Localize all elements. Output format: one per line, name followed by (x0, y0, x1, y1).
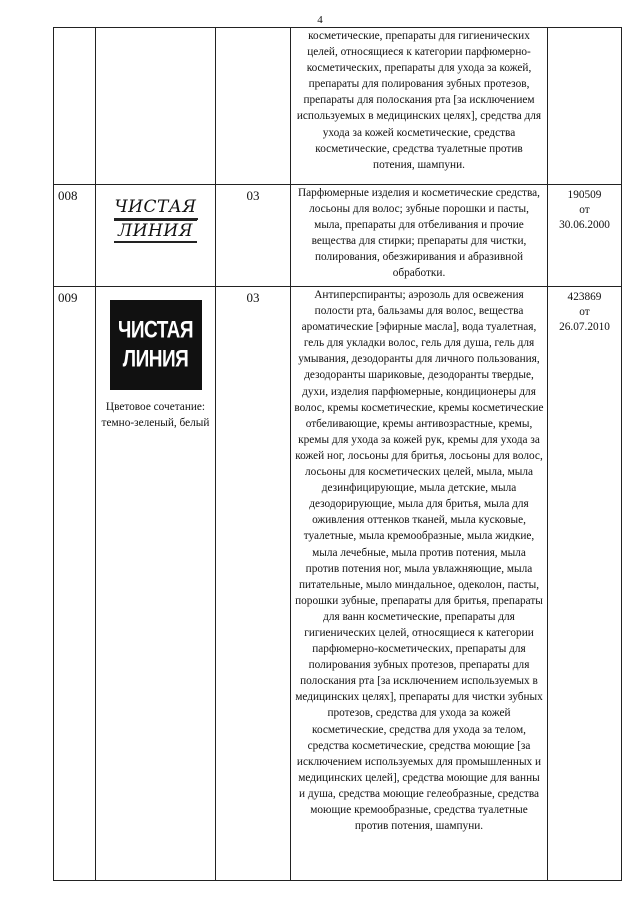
goods-description: Антиперспиранты; аэрозоль для освежения полости рта, бальзамы для волос, вещества ароматические [эфирные масла], вода туалетная, гель для укладки волос, гель для душа, гель для умывания, дезодоранты для личного пользования, дезодоранты шариковые, дезодоранты твердые, духи, изделия парфюмерные, кондиционеры для волос, кремы косметические, кремы косметические отбеливающие, кремы антивозрастные, кремы, кремы для ухода за кожей рук, кремы для ухода за кожей ног, лосьоны для бритья, лосьоны для волос, лосьоны для косметических целей, мыла, мыла дезинфицирующие, мыла детские, мыла дезодорирующие, мыла для бритья, мыла для оживления оттенков тканей, мыла кусковые, туалетные, мыла кремообразные, мыла жидкие, мыла лечебные, мыла против потения, мыла против потения ног, мыла увлажняющие, мыла питательные, мыло миндальное, одеколон, пасты, порошки зубные, препараты для бритья, препараты для ванн косметические, препараты для гигиенических целей, относящиеся к категории парфюмерно-косметических, препараты для полирования зубных протезов, препараты для полоскания рта [за исключением используемых в медицинских целях], препараты для чистки зубных протезов, средства для ухода за кожей косметические, средства для ухода за телом, средства косметические, средства моющие [за исключением используемых для промышленных и медицинских целей], средства моющие для ванны и душа, средства моющие гелеобразные, средства моющие кремообразные, средства туалетные против потения, шампуни. (291, 287, 548, 881)
logo-cell (96, 28, 216, 185)
registration-cell (548, 287, 622, 881)
color-caption: Цветовое сочетание: темно-зеленый, белый (101, 401, 210, 429)
trademark-logo-block (110, 300, 202, 390)
registration-ot: от (579, 306, 590, 318)
registration-number: 190509 (567, 189, 602, 201)
registration-number: 423869 (567, 291, 602, 303)
logo-line-2: ЛИНИЯ (122, 346, 189, 373)
logo-line-1: ЧИСТАЯ (114, 197, 198, 220)
registration-cell (548, 28, 622, 185)
registration-date: 26.07.2010 (559, 321, 610, 333)
goods-description: косметические, препараты для гигиенических целей, относящиеся к категории парфюмерно-косметических, препараты для ухода за кожей, препараты для полирования зубных протезов, препараты для полоскания рта [за исключением используемых в медицинских целях], средства для ухода за кожей косметические, средства косметические, средства туалетные против потения, шампуни. (291, 28, 548, 185)
row-number (54, 28, 96, 185)
goods-description: Парфюмерные изделия и косметические средства, лосьоны для волос; зубные порошки и пасты, мыла, препараты для отбеливания и прочие вещества для стирки; препараты для чистки, полирования, обезжиривания и абразивной обработки. (291, 185, 548, 287)
logo-cell (96, 287, 216, 881)
row-number: 009 (54, 287, 96, 881)
logo-cell (96, 185, 216, 287)
logo-line-1: ЧИСТАЯ (117, 317, 194, 344)
trademark-logo-handwritten (114, 197, 198, 243)
table-row (54, 28, 622, 185)
registration-date: 30.06.2000 (559, 219, 610, 231)
registration-cell (548, 185, 622, 287)
table-row (54, 185, 622, 287)
class-number: 03 (216, 287, 291, 881)
row-number: 008 (54, 185, 96, 287)
logo-line-2: ЛИНИЯ (114, 220, 197, 243)
page-number: 4 (317, 14, 323, 26)
trademark-table (53, 27, 622, 881)
registration-ot: от (579, 204, 590, 216)
class-number (216, 28, 291, 185)
class-number: 03 (216, 185, 291, 287)
table-row (54, 287, 622, 881)
